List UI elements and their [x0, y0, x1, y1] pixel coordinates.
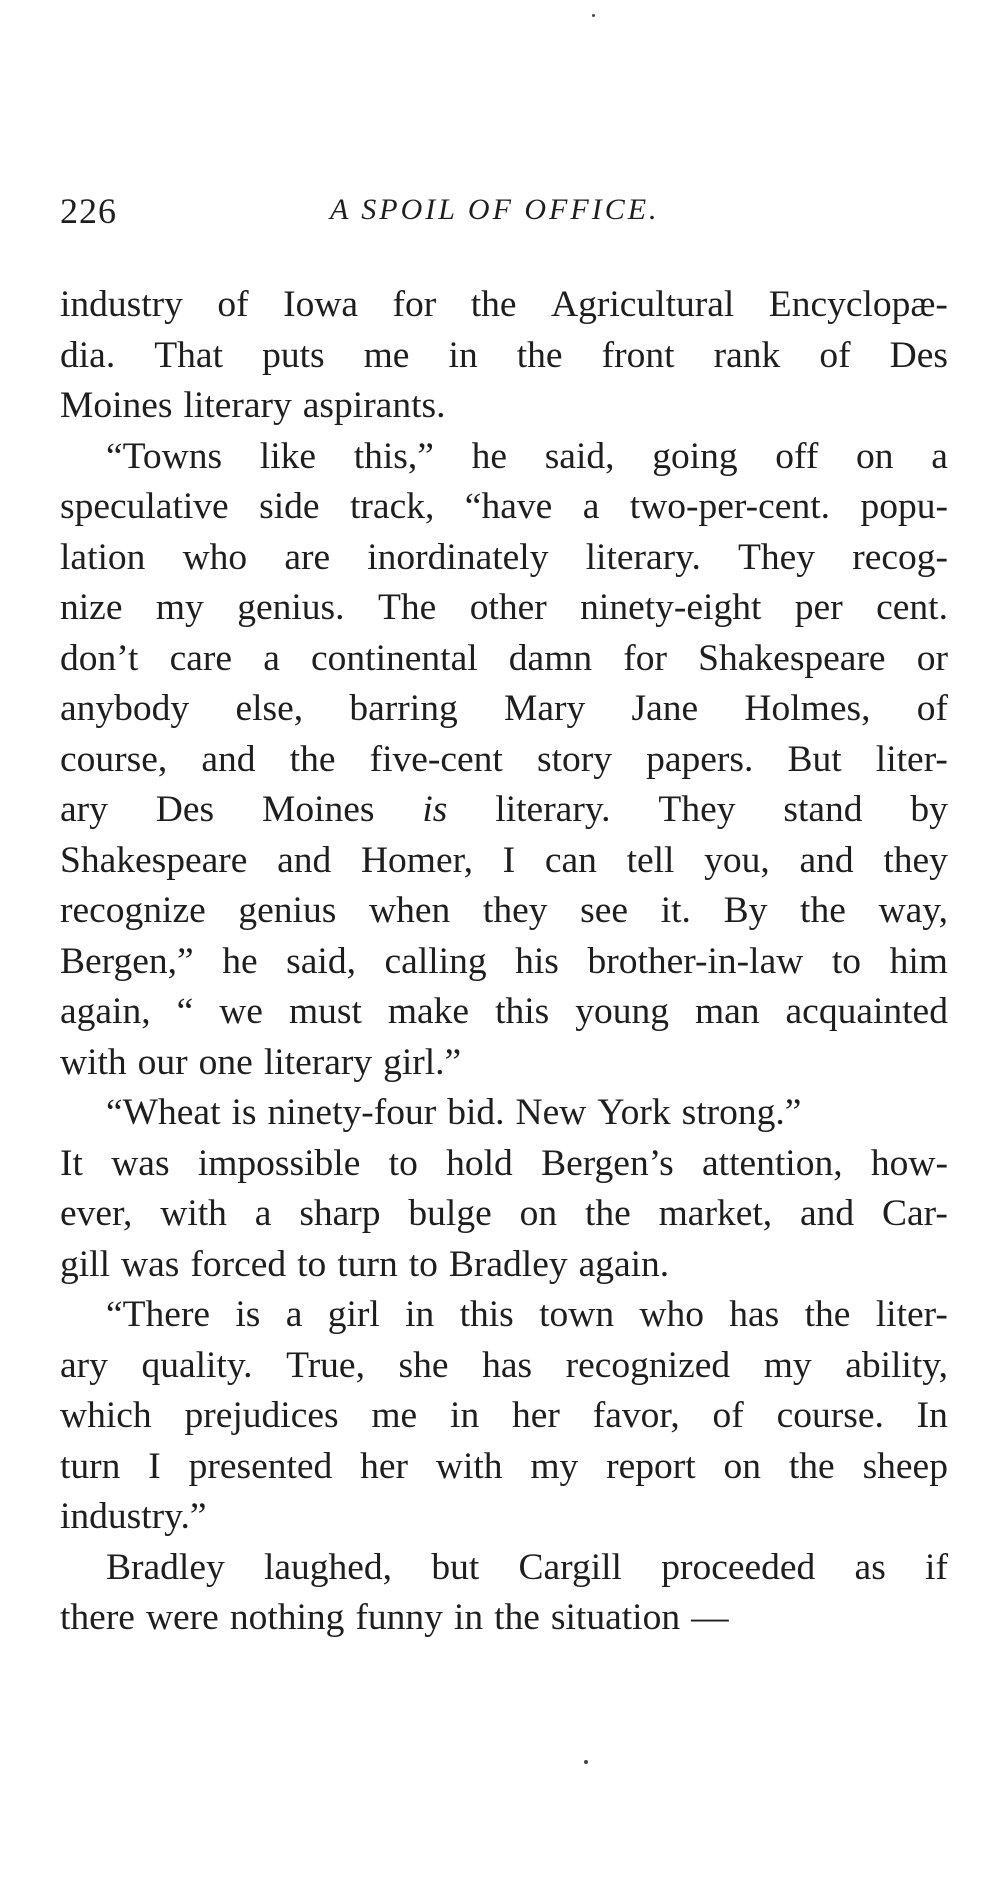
page-number: 226 — [60, 191, 117, 231]
running-head — [60, 190, 940, 240]
text-line: Shakespeare and Homer, I can tell you, and they — [60, 839, 948, 881]
text-line: Bradley laughed, but Cargill proceeded as if — [106, 1546, 948, 1588]
paragraph — [60, 432, 948, 1089]
body-text — [60, 280, 948, 1644]
text-line: again, “ we must make this young man acquainted — [60, 991, 948, 1032]
text-line: anybody else, barring Mary Jane Holmes, of — [60, 688, 948, 729]
text-line: It was impossible to hold Bergen’s attention, how- — [60, 1142, 948, 1184]
text-line: nize my genius. The other ninety-eight per cent. — [60, 587, 948, 628]
text-line: industry.” — [60, 1496, 207, 1537]
text-line: there were nothing funny in the situation — — [60, 1597, 729, 1638]
running-title: A SPOIL OF OFFICE. — [330, 193, 660, 226]
text-line: recognize genius when they see it. By the way, — [60, 890, 948, 931]
paragraph — [60, 1088, 948, 1139]
text-line: ever, with a sharp bulge on the market, and Car- — [60, 1193, 948, 1234]
text-line: speculative side track, “have a two-per-cent. popu- — [60, 486, 948, 527]
text-line: course, and the five-cent story papers. But liter- — [60, 738, 948, 780]
print-speck — [584, 1760, 588, 1764]
text-line: Moines literary aspirants. — [60, 385, 446, 426]
text-line: ary quality. True, she has recognized my ability, — [60, 1344, 948, 1386]
text-line: dia. That puts me in the front rank of Des — [60, 334, 948, 376]
text-line: industry of Iowa for the Agricultural Encyclopæ- — [60, 284, 948, 325]
text-line: with our one literary girl.” — [60, 1041, 462, 1083]
paragraph — [60, 1139, 948, 1291]
paragraph — [60, 280, 948, 432]
text-line: ary Des Moines is literary. They stand by — [60, 789, 948, 830]
text-line: “Wheat is ninety-four bid. New York strong.” — [106, 1092, 802, 1133]
text-line: turn I presented her with my report on the sheep — [60, 1445, 948, 1487]
text-line: don’t care a continental damn for Shakespeare or — [60, 637, 948, 679]
paragraph — [60, 1290, 948, 1543]
text-line: lation who are inordinately literary. They recog- — [60, 536, 948, 578]
text-line: Bergen,” he said, calling his brother-in-law to him — [60, 940, 948, 982]
paragraph — [60, 1543, 948, 1644]
text-line: gill was forced to turn to Bradley again. — [60, 1243, 670, 1285]
print-speck — [592, 14, 595, 17]
text-line: “Towns like this,” he said, going off on a — [106, 435, 948, 477]
text-line: which prejudices me in her favor, of course. In — [60, 1395, 948, 1436]
text-line: “There is a girl in this town who has the liter- — [106, 1294, 948, 1335]
